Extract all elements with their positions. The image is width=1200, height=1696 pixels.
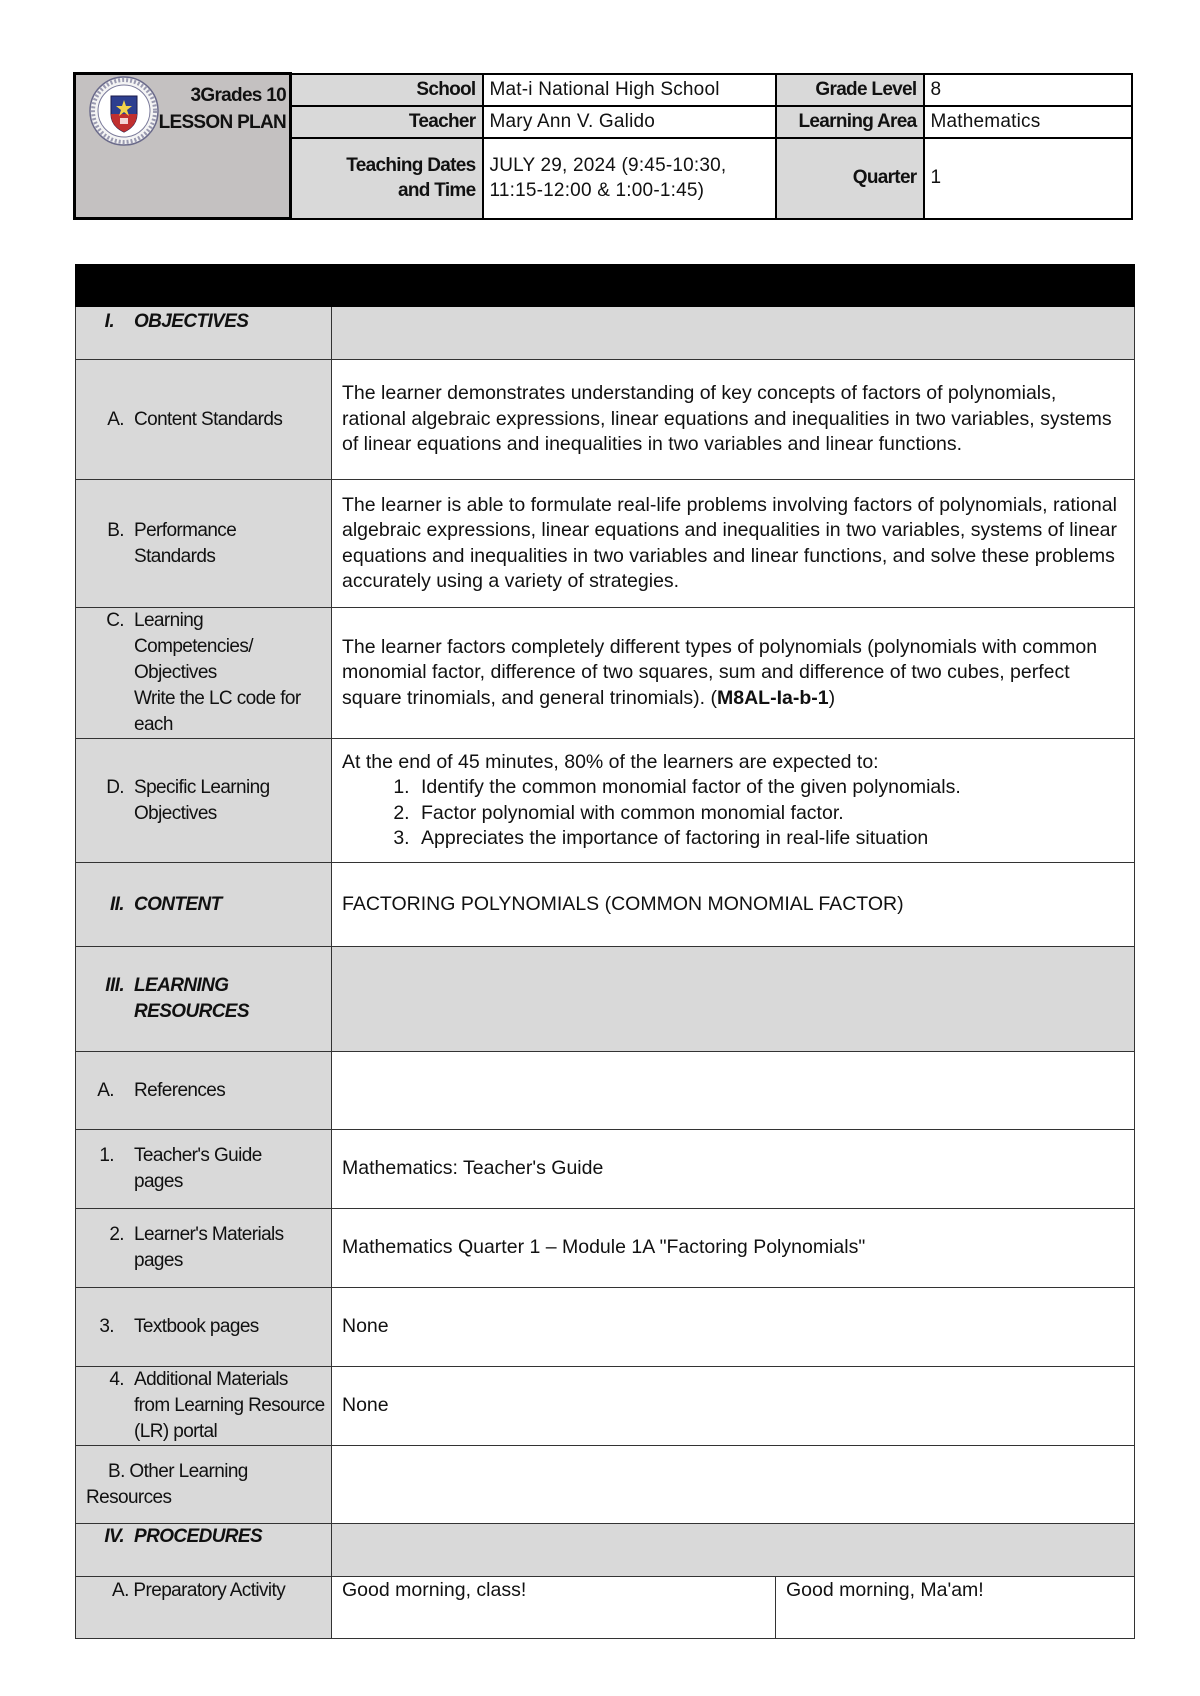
references-value — [332, 1052, 1135, 1130]
content-standards-text: The learner demonstrates understanding of key concepts of factors of polynomials, rational algebraic expressions, linear equations and inequalities in two variables, systems of linear equations and inequalities in two variables and linear functions. — [332, 360, 1135, 480]
preparatory-activity-label: A. Preparatory Activity — [76, 1577, 332, 1639]
content-standards-label: A. Content Standards — [76, 360, 332, 480]
learning-area-label: Learning Area — [776, 106, 924, 138]
content-heading: II. CONTENT — [76, 863, 332, 947]
grade-level-label: Grade Level — [776, 74, 924, 106]
learning-resources-value — [332, 947, 1135, 1052]
textbook-pages-label: 3. Textbook pages — [76, 1288, 332, 1367]
objectives-heading: I. OBJECTIVES — [76, 307, 332, 360]
logo-title-cell — [75, 74, 291, 219]
teachers-guide-label: 1. Teacher's Guide pages — [76, 1130, 332, 1209]
other-resources-value — [332, 1446, 1135, 1524]
learning-resources-heading: III. LEARNING RESOURCES — [76, 947, 332, 1052]
form-title-line1: 3Grades 10 — [190, 85, 286, 106]
specific-objectives-label: D. Specific Learning Objectives — [76, 739, 332, 863]
additional-materials-label: 4. Additional Materials from Learning Resource (LR) portal — [76, 1367, 332, 1446]
teaching-dates-value: JULY 29, 2024 (9:45-10:30, 11:15-12:00 & 1:00-1:45) — [483, 138, 776, 219]
learners-materials-label: 2. Learner's Materials pages — [76, 1209, 332, 1288]
objectives-heading-value — [332, 307, 1135, 360]
specific-objectives-text: At the end of 45 minutes, 80% of the learners are expected to: 1. Identify the common monomial factor of the given polynomials. 2. Factor polynomial with common monomial factor. 3. Appreciates the importance of factoring in real-life situation — [332, 739, 1135, 863]
other-resources-label: B. Other Learning Resources — [76, 1446, 332, 1524]
lesson-plan-table — [75, 264, 1135, 1639]
teacher-value: Mary Ann V. Galido — [483, 106, 776, 138]
quarter-value: 1 — [924, 138, 1132, 219]
school-label: School — [291, 74, 483, 106]
header-band — [76, 265, 1135, 307]
performance-standards-text: The learner is able to formulate real-life problems involving factors of polynomials, rational algebraic expressions, linear equations and inequalities in two variables, systems of linear equations and inequalities in two variables and linear functions, and solve these problems accurately using a variety of strategies. — [332, 480, 1135, 608]
list-item: 2. Factor polynomial with common monomial factor. — [415, 801, 1124, 827]
objectives-list — [342, 775, 1124, 852]
school-value: Mat-i National High School — [483, 74, 776, 106]
list-item: 1. Identify the common monomial factor of the given polynomials. — [415, 775, 1124, 801]
learning-competencies-text: The learner factors completely different types of polynomials (polynomials with common monomial factor, difference of two squares, sum and difference of two cubes, perfect square trinomials, and general trinomials). (M8AL-Ia-b-1) — [332, 608, 1135, 739]
learning-competencies-label: C. Learning Competencies/ Objectives Write the LC code for each — [76, 608, 332, 739]
references-label: A. References — [76, 1052, 332, 1130]
teacher-activity-cell: Good morning, class! — [332, 1577, 776, 1639]
additional-materials-text: None — [332, 1367, 1135, 1446]
procedures-heading: IV. PROCEDURES — [76, 1524, 332, 1577]
lc-code: M8AL-Ia-b-1 — [717, 686, 829, 709]
learners-materials-text: Mathematics Quarter 1 – Module 1A "Factoring Polynomials" — [332, 1209, 1135, 1288]
teacher-label: Teacher — [291, 106, 483, 138]
grade-level-value: 8 — [924, 74, 1132, 106]
content-text: FACTORING POLYNOMIALS (COMMON MONOMIAL FACTOR) — [332, 863, 1135, 947]
header-table — [73, 72, 1133, 220]
list-item: 3. Appreciates the importance of factoring in real-life situation — [415, 826, 1124, 852]
quarter-label: Quarter — [776, 138, 924, 219]
teaching-dates-label: Teaching Dates and Time — [291, 138, 483, 219]
textbook-pages-text: None — [332, 1288, 1135, 1367]
learning-area-value: Mathematics — [924, 106, 1132, 138]
form-title-line2: LESSON PLAN — [158, 112, 286, 133]
teachers-guide-text: Mathematics: Teacher's Guide — [332, 1130, 1135, 1209]
student-activity-cell: Good morning, Ma'am! — [776, 1577, 1135, 1639]
procedures-heading-value — [332, 1524, 1135, 1577]
performance-standards-label: B. Performance Standards — [76, 480, 332, 608]
